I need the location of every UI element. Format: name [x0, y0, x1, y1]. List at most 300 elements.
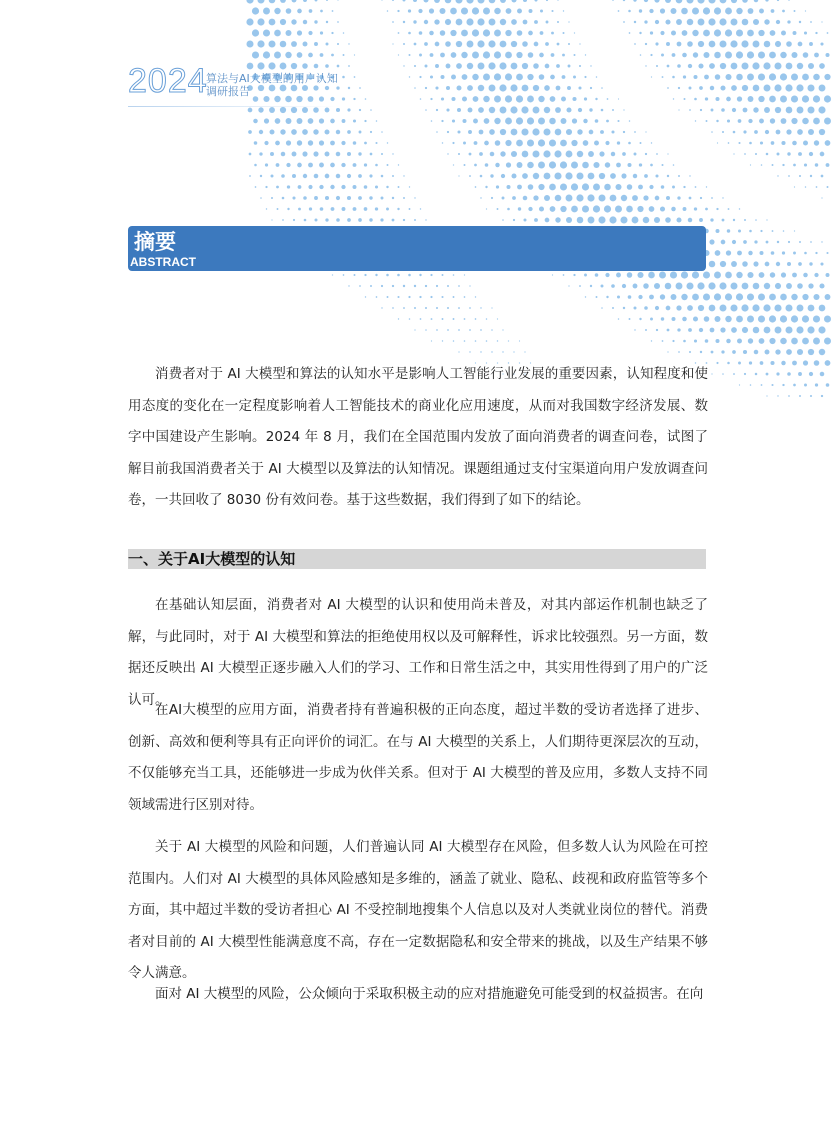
halftone-dot	[814, 273, 818, 277]
halftone-dot	[764, 107, 770, 113]
halftone-dot	[413, 0, 417, 2]
halftone-dot	[521, 106, 528, 113]
halftone-dot	[720, 261, 726, 267]
halftone-dot	[785, 304, 792, 311]
halftone-dot	[511, 19, 517, 25]
halftone-dot	[688, 328, 692, 332]
halftone-dot	[758, 30, 764, 36]
halftone-dot	[794, 186, 795, 187]
halftone-dot	[588, 173, 595, 180]
halftone-dot	[677, 42, 682, 47]
halftone-dot	[715, 74, 721, 80]
halftone-dot	[676, 283, 683, 290]
halftone-dot	[747, 74, 754, 81]
halftone-dot	[689, 175, 690, 176]
halftone-dot	[683, 207, 687, 211]
halftone-dot	[753, 283, 760, 290]
halftone-dot	[347, 130, 351, 134]
halftone-dot	[274, 52, 281, 59]
halftone-dot	[549, 184, 556, 191]
halftone-dot	[594, 141, 599, 146]
halftone-dot	[797, 129, 803, 135]
halftone-dot	[726, 97, 731, 102]
halftone-dot	[298, 185, 302, 189]
halftone-dot	[748, 251, 752, 255]
halftone-dot	[766, 153, 769, 156]
halftone-dot	[280, 19, 286, 25]
halftone-dot	[511, 41, 517, 47]
halftone-dot	[527, 74, 533, 80]
halftone-dot	[787, 152, 790, 155]
body-paragraph: 面对 AI 大模型的风险，公众倾向于采取积极主动的应对措施避免可能受到的权益损害。在向	[155, 986, 704, 1002]
halftone-dot	[711, 351, 714, 354]
halftone-dot	[308, 163, 313, 168]
halftone-dot	[521, 128, 528, 135]
halftone-dot	[539, 74, 545, 80]
halftone-dot	[781, 141, 785, 145]
halftone-dot	[662, 340, 664, 342]
halftone-dot	[365, 98, 367, 100]
halftone-dot	[781, 118, 787, 124]
halftone-dot	[741, 304, 748, 311]
halftone-dot	[814, 360, 820, 366]
halftone-dot	[572, 97, 576, 101]
halftone-dot	[725, 8, 732, 15]
halftone-dot	[820, 152, 825, 157]
halftone-dot	[517, 9, 522, 14]
halftone-dot	[792, 141, 797, 146]
halftone-dot	[606, 296, 608, 298]
halftone-dot	[274, 8, 280, 14]
halftone-dot	[775, 283, 781, 289]
halftone-dot	[579, 65, 581, 67]
halftone-dot	[534, 218, 538, 222]
halftone-dot	[474, 141, 478, 145]
halftone-dot	[752, 62, 759, 69]
halftone-dot	[623, 0, 625, 1]
halftone-dot	[463, 142, 466, 145]
halftone-dot	[440, 30, 446, 36]
halftone-dot	[475, 340, 477, 342]
halftone-dot	[803, 273, 808, 278]
halftone-dot	[506, 162, 511, 167]
halftone-dot	[462, 97, 467, 102]
halftone-dot	[409, 186, 410, 187]
halftone-dot	[413, 20, 416, 23]
halftone-dot	[678, 175, 680, 177]
halftone-dot	[568, 43, 570, 45]
halftone-dot	[332, 274, 333, 275]
halftone-dot	[763, 62, 770, 69]
halftone-dot	[298, 208, 301, 211]
halftone-dot	[269, 0, 276, 3]
halftone-dot	[809, 372, 813, 376]
halftone-dot	[461, 30, 468, 37]
halftone-dot	[725, 74, 731, 80]
halftone-dot	[776, 372, 779, 375]
halftone-dot	[292, 0, 297, 2]
halftone-dot	[414, 65, 416, 67]
halftone-dot	[584, 274, 587, 277]
halftone-dot	[365, 296, 366, 297]
halftone-dot	[291, 19, 296, 24]
halftone-dot	[810, 21, 812, 23]
halftone-dot	[796, 326, 803, 333]
halftone-dot	[513, 351, 514, 352]
halftone-dot	[342, 207, 346, 211]
halftone-dot	[694, 207, 697, 210]
halftone-dot	[381, 307, 382, 308]
halftone-dot	[480, 329, 482, 331]
halftone-dot	[266, 208, 267, 209]
halftone-dot	[721, 240, 726, 245]
halftone-dot	[661, 185, 665, 189]
halftone-dot	[560, 206, 566, 212]
halftone-dot	[813, 338, 820, 345]
halftone-dot	[359, 87, 361, 89]
halftone-dot	[291, 41, 297, 47]
halftone-dot	[809, 42, 813, 46]
halftone-dot	[264, 118, 269, 123]
halftone-dot	[595, 119, 599, 123]
halftone-dot	[551, 53, 555, 57]
halftone-dot	[567, 86, 571, 90]
halftone-dot	[561, 97, 566, 102]
halftone-dot	[469, 351, 470, 352]
halftone-dot	[754, 0, 758, 2]
halftone-dot	[408, 32, 411, 35]
halftone-dot	[612, 307, 614, 309]
halftone-dot	[358, 174, 362, 178]
halftone-dot	[744, 153, 746, 155]
halftone-dot	[782, 164, 784, 166]
halftone-dot	[803, 360, 808, 365]
halftone-dot	[786, 129, 791, 134]
halftone-dot	[650, 318, 653, 321]
halftone-dot	[714, 316, 720, 322]
halftone-dot	[688, 218, 692, 222]
halftone-dot	[491, 197, 493, 199]
halftone-dot	[469, 175, 471, 177]
halftone-dot	[752, 304, 759, 311]
halftone-dot	[490, 152, 495, 157]
halftone-dot	[629, 120, 631, 122]
halftone-dot	[330, 119, 335, 124]
halftone-dot	[348, 285, 349, 286]
halftone-dot	[370, 131, 372, 133]
halftone-dot	[320, 53, 324, 57]
halftone-dot	[813, 74, 820, 81]
halftone-dot	[354, 274, 356, 276]
halftone-dot	[770, 118, 775, 123]
halftone-dot	[309, 207, 312, 210]
halftone-dot	[791, 52, 797, 58]
halftone-dot	[557, 43, 560, 46]
halftone-dot	[689, 351, 691, 353]
halftone-dot	[759, 338, 765, 344]
halftone-dot	[694, 339, 697, 342]
halftone-dot	[369, 174, 372, 177]
halftone-dot	[793, 164, 796, 167]
halftone-dot	[419, 296, 421, 298]
halftone-dot	[510, 84, 517, 91]
halftone-dot	[777, 395, 778, 396]
halftone-dot	[760, 230, 762, 232]
halftone-dot	[291, 129, 297, 135]
halftone-dot	[456, 19, 463, 26]
halftone-dot	[699, 218, 703, 222]
halftone-dot	[297, 52, 303, 58]
halftone-dot	[787, 262, 791, 266]
halftone-dot	[744, 373, 746, 375]
halftone-dot	[771, 384, 773, 386]
halftone-dot	[714, 7, 721, 14]
halftone-dot	[819, 283, 824, 288]
halftone-dot	[560, 140, 567, 147]
halftone-dot	[813, 315, 820, 322]
halftone-dot	[488, 62, 495, 69]
halftone-dot	[805, 10, 806, 11]
halftone-dot	[370, 153, 373, 156]
halftone-dot	[693, 75, 697, 79]
halftone-dot	[469, 285, 470, 286]
halftone-dot	[527, 117, 534, 124]
halftone-dot	[532, 128, 539, 135]
halftone-dot	[506, 185, 510, 189]
halftone-dot	[676, 305, 681, 310]
halftone-dot	[736, 272, 742, 278]
halftone-dot	[715, 339, 719, 343]
halftone-dot	[297, 118, 303, 124]
halftone-dot	[543, 128, 550, 135]
header-title-line2: 调研报告	[206, 85, 250, 98]
halftone-dot	[308, 118, 314, 124]
halftone-dot	[430, 274, 432, 276]
halftone-dot	[639, 163, 642, 166]
halftone-dot	[612, 0, 614, 1]
halftone-dot	[517, 185, 522, 190]
halftone-dot	[375, 207, 378, 210]
halftone-dot	[538, 139, 545, 146]
halftone-dot	[615, 184, 621, 190]
halftone-dot	[783, 230, 785, 232]
halftone-dot	[710, 218, 713, 221]
halftone-dot	[353, 207, 357, 211]
halftone-dot	[467, 63, 473, 69]
halftone-dot	[439, 8, 445, 14]
halftone-dot	[659, 272, 666, 279]
halftone-dot	[458, 351, 459, 352]
halftone-dot	[704, 75, 709, 80]
halftone-dot	[736, 74, 743, 81]
halftone-dot	[584, 97, 587, 100]
halftone-dot	[617, 141, 620, 144]
halftone-dot	[441, 97, 444, 100]
halftone-dot	[810, 175, 812, 177]
halftone-dot	[661, 317, 664, 320]
halftone-dot	[640, 54, 642, 56]
halftone-dot	[576, 172, 583, 179]
halftone-dot	[480, 175, 483, 178]
halftone-dot	[764, 19, 769, 24]
halftone-dot	[425, 307, 427, 309]
halftone-dot	[583, 119, 587, 123]
halftone-dot	[397, 296, 399, 298]
halftone-dot	[505, 52, 512, 59]
halftone-dot	[496, 185, 499, 188]
halftone-dot	[772, 164, 774, 166]
halftone-dot	[666, 196, 670, 200]
halftone-dot	[544, 85, 550, 91]
halftone-dot	[750, 164, 751, 165]
halftone-dot	[738, 119, 742, 123]
halftone-dot	[436, 109, 438, 111]
halftone-dot	[571, 206, 578, 213]
halftone-dot	[257, 40, 264, 47]
halftone-dot	[480, 351, 481, 352]
halftone-dot	[596, 76, 598, 78]
halftone-dot	[281, 174, 285, 178]
halftone-dot	[733, 153, 734, 154]
halftone-dot	[450, 30, 456, 36]
halftone-dot	[650, 54, 652, 56]
halftone-dot	[792, 273, 797, 278]
halftone-dot	[457, 108, 461, 112]
halftone-dot	[709, 305, 716, 312]
halftone-dot	[464, 318, 466, 320]
halftone-dot	[505, 73, 512, 80]
section-title: 一、关于AI大模型的认知	[128, 550, 296, 568]
halftone-dot	[303, 196, 307, 200]
halftone-dot	[489, 129, 495, 135]
halftone-dot	[655, 20, 659, 24]
halftone-dot	[634, 131, 636, 133]
halftone-dot	[353, 185, 357, 189]
halftone-dot	[494, 30, 501, 37]
halftone-dot	[408, 9, 411, 12]
halftone-dot	[292, 196, 295, 199]
halftone-dot	[736, 51, 743, 58]
halftone-dot	[370, 109, 372, 111]
halftone-dot	[610, 173, 616, 179]
halftone-dot	[254, 164, 257, 167]
halftone-dot	[802, 338, 809, 345]
halftone-dot	[430, 53, 434, 57]
halftone-dot	[736, 8, 742, 14]
halftone-dot	[797, 107, 804, 114]
halftone-dot	[672, 340, 674, 342]
halftone-dot	[737, 96, 742, 101]
halftone-dot	[807, 84, 814, 91]
halftone-dot	[544, 195, 550, 201]
halftone-dot	[737, 339, 742, 344]
halftone-dot	[769, 315, 776, 322]
halftone-dot	[791, 73, 798, 80]
halftone-dot	[458, 329, 460, 331]
halftone-dot	[540, 31, 544, 35]
halftone-dot	[442, 340, 443, 341]
halftone-dot	[654, 283, 660, 289]
halftone-dot	[738, 362, 741, 365]
halftone-dot	[747, 30, 754, 37]
halftone-dot	[587, 194, 594, 201]
halftone-dot	[698, 305, 704, 311]
halftone-dot	[671, 8, 677, 14]
halftone-dot	[260, 175, 262, 177]
halftone-dot	[716, 362, 718, 364]
halftone-dot	[815, 252, 817, 254]
halftone-dot	[780, 96, 787, 103]
halftone-dot	[297, 140, 302, 145]
halftone-dot	[557, 21, 559, 23]
halftone-dot	[623, 109, 624, 110]
halftone-dot	[754, 240, 757, 243]
halftone-dot	[511, 151, 517, 157]
halftone-dot	[308, 53, 313, 58]
halftone-dot	[804, 384, 807, 387]
halftone-dot	[706, 120, 708, 122]
halftone-dot	[714, 29, 721, 36]
halftone-dot	[489, 85, 496, 92]
halftone-dot	[434, 19, 439, 24]
halftone-dot	[786, 349, 792, 355]
halftone-dot	[813, 294, 819, 300]
halftone-dot	[347, 196, 351, 200]
halftone-dot	[286, 140, 291, 145]
halftone-dot	[687, 19, 694, 26]
halftone-dot	[453, 296, 455, 298]
halftone-dot	[409, 318, 411, 320]
halftone-dot	[799, 241, 801, 243]
halftone-dot	[447, 285, 449, 287]
halftone-dot	[414, 329, 415, 330]
halftone-dot	[651, 142, 652, 143]
halftone-dot	[600, 130, 604, 134]
halftone-dot	[556, 86, 561, 91]
halftone-dot	[722, 131, 724, 133]
halftone-dot	[574, 32, 575, 33]
halftone-dot	[314, 42, 318, 46]
halftone-dot	[528, 207, 532, 211]
halftone-dot	[611, 130, 614, 133]
halftone-dot	[748, 8, 754, 14]
halftone-dot	[781, 31, 786, 36]
halftone-dot	[667, 329, 670, 332]
halftone-dot	[747, 293, 754, 300]
halftone-dot	[709, 41, 716, 48]
halftone-dot	[728, 208, 730, 210]
halftone-dot	[452, 119, 455, 122]
halftone-dot	[555, 195, 562, 202]
halftone-dot	[609, 216, 616, 223]
halftone-dot	[672, 186, 675, 189]
halftone-dot	[447, 329, 449, 331]
halftone-dot	[523, 0, 527, 2]
halftone-dot	[749, 361, 752, 364]
halftone-dot	[799, 395, 801, 397]
halftone-dot	[618, 318, 620, 320]
report-header	[128, 62, 348, 112]
halftone-dot	[639, 9, 642, 12]
halftone-dot	[780, 315, 787, 322]
halftone-dot	[808, 349, 814, 355]
halftone-dot	[775, 107, 781, 113]
halftone-dot	[347, 174, 351, 178]
halftone-dot	[550, 206, 556, 212]
halftone-dot	[477, 40, 484, 47]
halftone-dot	[639, 32, 641, 34]
halftone-dot	[483, 51, 490, 58]
